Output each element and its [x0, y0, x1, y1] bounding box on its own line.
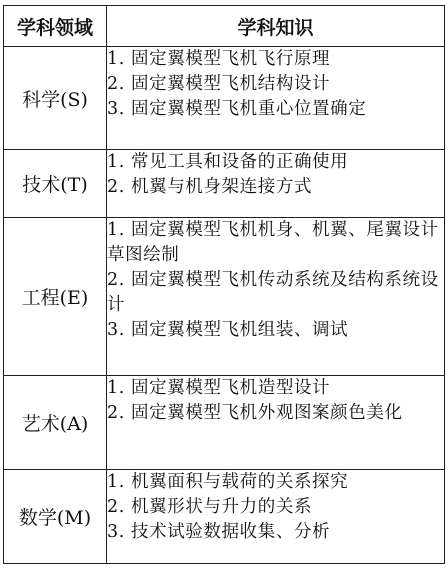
knowledge-technology	[107, 150, 445, 218]
knowledge-item: 1. 固定翼模型飞机造型设计	[107, 378, 331, 398]
knowledge-item: 2. 机翼与机身架连接方式	[107, 177, 313, 197]
domain-mathematics: 数学(M)	[4, 470, 107, 564]
knowledge-science	[107, 47, 445, 150]
domain-art: 艺术(A)	[4, 376, 107, 470]
knowledge-item: 2. 机翼形状与升力的关系	[107, 497, 313, 517]
knowledge-item: 1. 机翼面积与载荷的关系探究	[107, 472, 349, 492]
domain-technology: 技术(T)	[4, 150, 107, 218]
row-science	[4, 47, 445, 150]
header-domain: 学科领域	[4, 6, 107, 47]
knowledge-engineering	[107, 218, 445, 376]
stem-knowledge-table	[3, 5, 445, 564]
domain-science: 科学(S)	[4, 47, 107, 150]
knowledge-mathematics	[107, 470, 445, 564]
knowledge-item: 1. 固定翼模型飞机机身、机翼、尾翼设计草图绘制	[107, 220, 439, 265]
knowledge-item: 2. 固定翼模型飞机结构设计	[107, 74, 331, 94]
knowledge-item: 3. 固定翼模型飞机组装、调试	[107, 320, 349, 340]
row-art	[4, 376, 445, 470]
knowledge-item: 3. 固定翼模型飞机重心位置确定	[107, 99, 367, 119]
row-mathematics	[4, 470, 445, 564]
knowledge-item: 1. 固定翼模型飞机飞行原理	[107, 49, 331, 69]
header-row	[4, 6, 445, 47]
knowledge-art	[107, 376, 445, 470]
knowledge-item: 3. 技术试验数据收集、分析	[107, 522, 331, 542]
knowledge-item: 2. 固定翼模型飞机外观图案颜色美化	[107, 403, 403, 423]
knowledge-item: 2. 固定翼模型飞机传动系统及结构系统设计	[107, 270, 439, 315]
knowledge-item: 1. 常见工具和设备的正确使用	[107, 152, 349, 172]
row-engineering	[4, 218, 445, 376]
domain-engineering: 工程(E)	[4, 218, 107, 376]
header-knowledge: 学科知识	[107, 6, 445, 47]
row-technology	[4, 150, 445, 218]
